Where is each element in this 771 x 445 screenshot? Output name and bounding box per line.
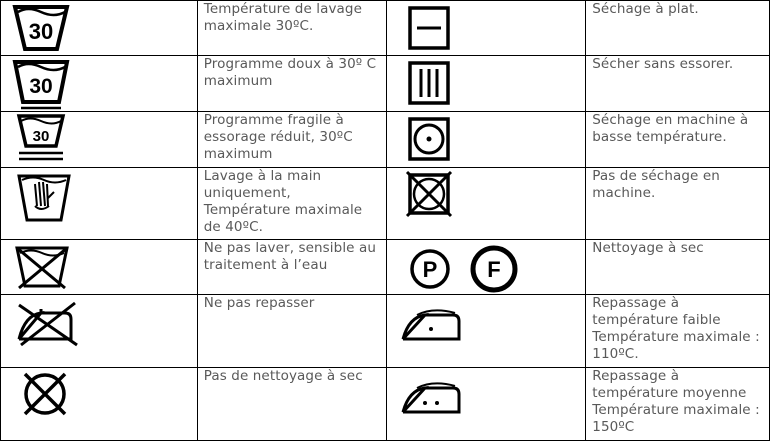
table-row xyxy=(1,368,770,441)
description-cell: Programme doux à 30º C maximum xyxy=(197,56,386,112)
wash-30-very-gentle-icon xyxy=(1,112,197,167)
symbol-cell xyxy=(1,368,198,441)
symbol-cell xyxy=(386,295,586,368)
hand-wash-icon xyxy=(1,168,197,239)
do-not-iron-icon xyxy=(1,295,197,367)
symbol-cell xyxy=(386,112,586,168)
symbol-cell xyxy=(386,168,586,240)
table-row xyxy=(1,112,770,168)
symbol-cell xyxy=(386,368,586,441)
symbol-cell xyxy=(1,240,198,295)
description-cell: Séchage en machine à basse température. xyxy=(586,112,770,168)
symbol-cell xyxy=(1,56,198,112)
table-row xyxy=(1,168,770,240)
description-cell: Température de lavage maximale 30ºC. xyxy=(197,1,386,56)
symbol-cell xyxy=(1,112,198,168)
symbol-cell xyxy=(386,240,586,295)
description-cell: Ne pas repasser xyxy=(197,295,386,368)
description-cell: Repassage à température faible Température maximale : 110ºC. xyxy=(586,295,770,368)
wash-30-icon xyxy=(1,1,197,55)
wash-temperature-label: 30 xyxy=(32,128,50,145)
do-not-tumble-dry-icon xyxy=(387,168,586,239)
description-cell: Lavage à la main uniquement, Température maximale de 40ºC. xyxy=(197,168,386,240)
dry-clean-p-label: P xyxy=(422,257,437,282)
symbol-cell xyxy=(1,1,198,56)
symbol-cell xyxy=(1,295,198,368)
wash-temperature-label: 30 xyxy=(28,19,54,44)
description-cell: Séchage à plat. xyxy=(586,1,770,56)
dry-flat-icon xyxy=(387,1,586,55)
description-cell: Repassage à température moyenne Température maximale : 150ºC xyxy=(586,368,770,441)
iron-low-icon xyxy=(387,295,586,367)
description-cell: Pas de séchage en machine. xyxy=(586,168,770,240)
dry-clean-f-label: F xyxy=(486,257,501,282)
tumble-dry-low-icon xyxy=(387,112,586,167)
do-not-wash-icon xyxy=(1,240,197,294)
symbol-cell xyxy=(386,1,586,56)
table-row xyxy=(1,56,770,112)
wash-30-gentle-icon xyxy=(1,56,197,111)
table-row xyxy=(1,295,770,368)
description-cell: Pas de nettoyage à sec xyxy=(197,368,386,441)
description-cell: Sécher sans essorer. xyxy=(586,56,770,112)
wash-temperature-label: 30 xyxy=(29,75,53,98)
symbol-cell xyxy=(1,168,198,240)
do-not-dry-clean-icon xyxy=(1,368,197,440)
description-cell: Nettoyage à sec xyxy=(586,240,770,295)
drip-dry-icon xyxy=(387,56,586,111)
table-row xyxy=(1,1,770,56)
table-row xyxy=(1,240,770,295)
description-cell: Programme fragile à essorage réduit, 30ºC maximum xyxy=(197,112,386,168)
description-cell: Ne pas laver, sensible au traitement à l’eau xyxy=(197,240,386,295)
dry-clean-p-f-icon xyxy=(387,240,586,294)
iron-medium-icon xyxy=(387,368,586,440)
symbol-cell xyxy=(386,56,586,112)
